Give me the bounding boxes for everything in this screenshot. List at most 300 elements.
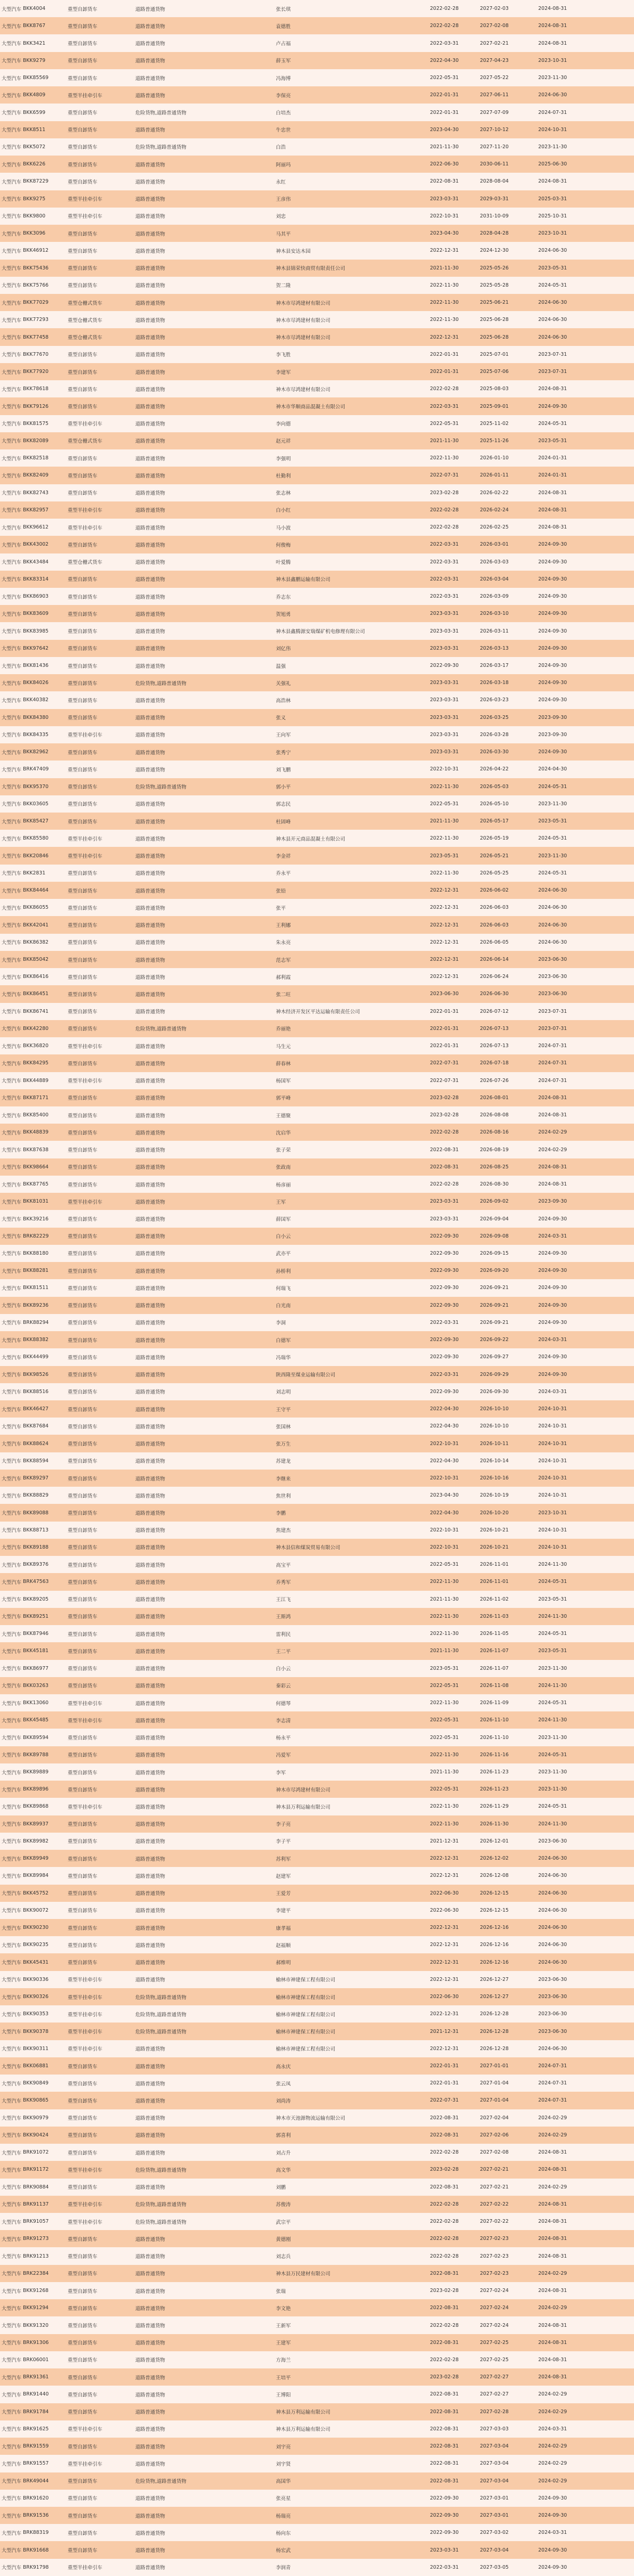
issue-date-cell: 2022-08-31 (430, 2391, 459, 2398)
inspection-date-cell: 2023-06-30 (538, 1838, 567, 1844)
vehicle-kind-cell: 重型半挂牵引车 (68, 525, 103, 531)
plate-number-cell: BKK88713 (23, 1527, 49, 1533)
valid-until-cell: 2026-07-26 (480, 1077, 509, 1084)
vehicle-kind-cell: 重型自卸货车 (68, 1009, 98, 1015)
table-row (0, 571, 634, 588)
vehicle-kind-cell: 重型半挂牵引车 (68, 1078, 103, 1085)
inspection-date-cell: 2024-06-30 (538, 92, 567, 98)
owner-name-cell: 刘宇贤 (276, 2461, 291, 2467)
table-row (0, 363, 634, 380)
plate-number-cell: BKK13060 (23, 1700, 49, 1706)
vehicle-kind-cell: 重型自卸货车 (68, 2133, 98, 2139)
vehicle-kind-cell: 重型自卸货车 (68, 1908, 98, 1914)
owner-name-cell: 郝利霞 (276, 974, 291, 981)
issue-date-cell: 2021-11-30 (430, 437, 459, 444)
plate-number-cell: BRK88319 (23, 2530, 49, 2536)
inspection-date-cell: 2024-11-30 (538, 1717, 567, 1723)
valid-until-cell: 2026-11-10 (480, 1717, 509, 1723)
issue-date-cell: 2023-03-31 (430, 628, 459, 634)
valid-until-cell: 2026-02-22 (480, 490, 509, 496)
table-row (0, 726, 634, 743)
business-scope-cell: 道路普通货物 (135, 352, 166, 358)
inspection-date-cell: 2025-06-30 (538, 161, 567, 168)
owner-name-cell: 李润青 (276, 2565, 291, 2571)
vehicle-type-cell: 大型汽车 (2, 1476, 22, 1482)
vehicle-type-cell: 大型汽车 (2, 1770, 22, 1776)
table-row (0, 1141, 634, 1158)
owner-name-cell: 张长琪 (276, 6, 291, 12)
table-row (0, 865, 634, 882)
inspection-date-cell: 2024-08-31 (538, 2356, 567, 2363)
owner-name-cell: 冯瑞华 (276, 1355, 291, 1361)
vehicle-kind-cell: 重型半挂牵引车 (68, 2219, 103, 2225)
owner-name-cell: 李飞胜 (276, 352, 291, 358)
issue-date-cell: 2022-11-30 (430, 455, 459, 461)
vehicle-type-cell: 大型汽车 (2, 283, 22, 289)
owner-name-cell: 马小波 (276, 525, 291, 531)
owner-name-cell: 陕西隆至煤业运输有限公司 (276, 1372, 336, 1379)
valid-until-cell: 2024-12-30 (480, 248, 509, 254)
owner-name-cell: 乔永平 (276, 871, 291, 877)
issue-date-cell: 2022-05-31 (430, 420, 459, 427)
table-row (0, 156, 634, 173)
issue-date-cell: 2022-11-30 (430, 835, 459, 842)
inspection-date-cell: 2024-07-31 (538, 2063, 567, 2069)
vehicle-type-cell: 大型汽车 (2, 508, 22, 514)
plate-number-cell: BKK88829 (23, 1492, 49, 1499)
issue-date-cell: 2022-08-31 (430, 2461, 459, 2467)
owner-name-cell: 刘忠 (276, 214, 286, 220)
business-scope-cell: 道路普通货物 (135, 1372, 166, 1379)
table-row (0, 1072, 634, 1089)
vehicle-type-cell: 大型汽车 (2, 2064, 22, 2070)
issue-date-cell: 2022-01-31 (430, 351, 459, 357)
plate-number-cell: BRK91784 (23, 2408, 49, 2415)
inspection-date-cell: 2024-10-31 (538, 1440, 567, 1447)
issue-date-cell: 2022-01-31 (430, 369, 459, 375)
valid-until-cell: 2029-03-31 (480, 196, 509, 202)
inspection-date-cell: 2024-01-31 (538, 455, 567, 461)
plate-number-cell: BKK78618 (23, 386, 49, 392)
business-scope-cell: 道路普通货物 (135, 2271, 166, 2277)
owner-name-cell: 李洞 (276, 1320, 286, 1326)
vehicle-type-cell: 大型汽车 (2, 1165, 22, 1171)
vehicle-kind-cell: 重型自卸货车 (68, 1925, 98, 1931)
inspection-date-cell: 2024-06-30 (538, 1907, 567, 1913)
table-row (0, 674, 634, 691)
issue-date-cell: 2022-11-30 (430, 300, 459, 306)
vehicle-type-cell: 大型汽车 (2, 2358, 22, 2364)
owner-name-cell: 张瑞 (276, 2288, 286, 2295)
issue-date-cell: 2022-04-30 (430, 1406, 459, 1412)
owner-name-cell: 王培平 (276, 2375, 291, 2381)
vehicle-type-cell: 大型汽车 (2, 1424, 22, 1430)
table-row (0, 1193, 634, 1210)
plate-number-cell: BRK91137 (23, 2201, 49, 2207)
plate-number-cell: BKK91294 (23, 2305, 49, 2311)
valid-until-cell: 2026-03-01 (480, 542, 509, 548)
vehicle-type-cell: 大型汽车 (2, 6, 22, 12)
vehicle-kind-cell: 重型自卸货车 (68, 1942, 98, 1949)
vehicle-kind-cell: 重型自卸货车 (68, 957, 98, 963)
valid-until-cell: 2027-01-04 (480, 2097, 509, 2104)
business-scope-cell: 道路普通货物 (135, 2410, 166, 2416)
inspection-date-cell: 2024-09-30 (538, 749, 567, 755)
valid-until-cell: 2026-09-15 (480, 1250, 509, 1256)
inspection-date-cell: 2024-02-29 (538, 1147, 567, 1153)
vehicle-type-cell: 大型汽车 (2, 1718, 22, 1724)
valid-until-cell: 2026-03-10 (480, 611, 509, 617)
table-row (0, 1885, 634, 1902)
business-scope-cell: 道路普通货物 (135, 663, 166, 669)
valid-until-cell: 2026-12-27 (480, 1976, 509, 1982)
owner-name-cell: 杜固峰 (276, 819, 291, 825)
vehicle-type-cell: 大型汽车 (2, 2513, 22, 2519)
table-row (0, 346, 634, 363)
plate-number-cell: BKK88516 (23, 1388, 49, 1395)
vehicle-type-cell: 大型汽车 (2, 646, 22, 652)
table-row (0, 2541, 634, 2558)
owner-name-cell: 王向军 (276, 732, 291, 739)
inspection-date-cell: 2023-06-30 (538, 957, 567, 962)
vehicle-kind-cell: 重型自卸货车 (68, 1424, 98, 1430)
vehicle-kind-cell: 重型仓栅式货车 (68, 560, 103, 566)
vehicle-kind-cell: 重型半挂牵引车 (68, 2167, 103, 2173)
valid-until-cell: 2026-03-04 (480, 576, 509, 582)
table-row (0, 2196, 634, 2213)
vehicle-kind-cell: 重型仓栅式货车 (68, 317, 103, 324)
valid-until-cell: 2027-01-04 (480, 2080, 509, 2086)
owner-name-cell: 王新军 (276, 2323, 291, 2329)
plate-number-cell: BKK6226 (23, 161, 46, 168)
business-scope-cell: 道路普通货物 (135, 1753, 166, 1759)
inspection-date-cell: 2024-03-31 (538, 1388, 567, 1395)
plate-number-cell: BKK46427 (23, 1406, 49, 1412)
vehicle-kind-cell: 重型自卸货车 (68, 2530, 98, 2536)
business-scope-cell: 道路普通货物 (135, 629, 166, 635)
valid-until-cell: 2027-03-03 (480, 2426, 509, 2432)
vehicle-type-cell: 大型汽车 (2, 1148, 22, 1154)
vehicle-kind-cell: 重型自卸货车 (68, 2098, 98, 2104)
business-scope-cell: 危险货物,道路普通货物 (135, 145, 187, 151)
vehicle-type-cell: 大型汽车 (2, 2254, 22, 2260)
owner-name-cell: 张志林 (276, 491, 291, 497)
vehicle-type-cell: 大型汽车 (2, 2046, 22, 2053)
business-scope-cell: 道路普通货物 (135, 1407, 166, 1413)
vehicle-type-cell: 大型汽车 (2, 1977, 22, 1983)
business-scope-cell: 道路普通货物 (135, 1683, 166, 1690)
inspection-date-cell: 2024-05-31 (538, 783, 567, 790)
valid-until-cell: 2027-02-25 (480, 2356, 509, 2363)
vehicle-kind-cell: 重型自卸货车 (68, 750, 98, 756)
vehicle-kind-cell: 重型自卸货车 (68, 1648, 98, 1655)
business-scope-cell: 道路普通货物 (135, 369, 166, 376)
vehicle-kind-cell: 重型半挂牵引车 (68, 2012, 103, 2018)
issue-date-cell: 2022-05-31 (430, 1734, 459, 1741)
vehicle-type-cell: 大型汽车 (2, 802, 22, 808)
inspection-date-cell: 2024-08-31 (538, 1181, 567, 1188)
vehicle-kind-cell: 重型自卸货车 (68, 2305, 98, 2312)
owner-name-cell: 袁德胜 (276, 23, 291, 30)
inspection-date-cell: 2023-05-31 (538, 1596, 567, 1602)
owner-name-cell: 王德聚 (276, 1113, 291, 1119)
plate-number-cell: BKK89982 (23, 1838, 49, 1844)
table-row (0, 1210, 634, 1227)
vehicle-kind-cell: 重型自卸货车 (68, 1735, 98, 1742)
inspection-date-cell: 2024-11-30 (538, 1682, 567, 1689)
valid-until-cell: 2026-10-10 (480, 1406, 509, 1412)
vehicle-kind-cell: 重型自卸货车 (68, 991, 98, 998)
vehicle-type-cell: 大型汽车 (2, 421, 22, 428)
vehicle-type-cell: 大型汽车 (2, 2271, 22, 2277)
business-scope-cell: 道路普通货物 (135, 1061, 166, 1067)
issue-date-cell: 2022-11-30 (430, 1579, 459, 1585)
owner-name-cell: 榆林市神建保工程有限公司 (276, 2029, 336, 2036)
business-scope-cell: 道路普通货物 (135, 957, 166, 963)
inspection-date-cell: 2023-05-31 (538, 437, 567, 444)
plate-number-cell: BKK86451 (23, 991, 49, 997)
vehicle-kind-cell: 重型自卸货车 (68, 179, 98, 185)
plate-number-cell: BRK91306 (23, 2339, 49, 2346)
business-scope-cell: 道路普通货物 (135, 248, 166, 254)
valid-until-cell: 2027-02-06 (480, 2132, 509, 2138)
vehicle-kind-cell: 重型自卸货车 (68, 162, 98, 168)
vehicle-kind-cell: 重型自卸货车 (68, 1217, 98, 1223)
owner-name-cell: 孙桥利 (276, 1268, 291, 1274)
plate-number-cell: BKK4004 (23, 6, 46, 12)
owner-name-cell: 张平 (276, 905, 286, 911)
business-scope-cell: 道路普通货物 (135, 1648, 166, 1655)
issue-date-cell: 2022-02-28 (430, 1129, 459, 1136)
plate-number-cell: BKK89788 (23, 1751, 49, 1758)
business-scope-cell: 道路普通货物 (135, 1459, 166, 1465)
issue-date-cell: 2022-12-31 (430, 334, 459, 340)
table-row (0, 691, 634, 709)
vehicle-type-cell: 大型汽车 (2, 784, 22, 791)
owner-name-cell: 张义 (276, 715, 286, 722)
vehicle-type-cell: 大型汽车 (2, 2444, 22, 2450)
valid-until-cell: 2027-02-25 (480, 2339, 509, 2346)
owner-name-cell: 榆林市神建保工程有限公司 (276, 1994, 336, 2001)
table-row (0, 2057, 634, 2075)
vehicle-kind-cell: 重型自卸货车 (68, 1303, 98, 1309)
business-scope-cell: 道路普通货物 (135, 2305, 166, 2312)
inspection-date-cell: 2024-05-31 (538, 835, 567, 842)
issue-date-cell: 2022-12-31 (430, 248, 459, 254)
issue-date-cell: 2022-01-31 (430, 109, 459, 115)
issue-date-cell: 2022-12-31 (430, 1873, 459, 1879)
plate-number-cell: BKK90230 (23, 1925, 49, 1931)
owner-name-cell: 李鹏 (276, 1511, 286, 1516)
owner-name-cell: 白培杰 (276, 110, 291, 117)
owner-name-cell: 榆林市神建保工程有限公司 (276, 1977, 336, 1983)
issue-date-cell: 2021-11-30 (430, 818, 459, 825)
plate-number-cell: BKK90326 (23, 1994, 49, 2000)
vehicle-type-cell: 大型汽车 (2, 888, 22, 894)
vehicle-type-cell: 大型汽车 (2, 214, 22, 220)
vehicle-kind-cell: 重型自卸货车 (68, 1960, 98, 1966)
valid-until-cell: 2026-08-08 (480, 1112, 509, 1118)
vehicle-kind-cell: 重型自卸货车 (68, 41, 98, 47)
table-row (0, 2472, 634, 2490)
inspection-date-cell: 2025-10-31 (538, 213, 567, 219)
inspection-date-cell: 2024-10-31 (538, 1423, 567, 1429)
owner-name-cell: 何俊梅 (276, 542, 291, 548)
issue-date-cell: 2022-12-31 (430, 905, 459, 911)
table-row (0, 294, 634, 311)
vehicle-type-cell: 大型汽车 (2, 1666, 22, 1672)
table-row (0, 2507, 634, 2524)
owner-name-cell: 神木县锦荣快商贸有限责任公司 (276, 266, 346, 272)
issue-date-cell: 2022-03-31 (430, 40, 459, 46)
vehicle-kind-cell: 重型自卸货车 (68, 1856, 98, 1862)
valid-until-cell: 2025-06-28 (480, 334, 509, 340)
vehicle-kind-cell: 重型自卸货车 (68, 1787, 98, 1793)
vehicle-type-cell: 大型汽车 (2, 1545, 22, 1551)
inspection-date-cell: 2024-09-30 (538, 1216, 567, 1222)
plate-number-cell: BKK88382 (23, 1337, 49, 1343)
plate-number-cell: BKK77670 (23, 351, 49, 357)
vehicle-type-cell: 大型汽车 (2, 1753, 22, 1759)
plate-number-cell: BRK91798 (23, 2564, 49, 2570)
plate-number-cell: BKK45752 (23, 1890, 49, 1896)
valid-until-cell: 2026-01-10 (480, 455, 509, 461)
issue-date-cell: 2022-01-31 (430, 1025, 459, 1032)
plate-number-cell: BKK89251 (23, 1613, 49, 1619)
plate-number-cell: BKK84026 (23, 680, 49, 686)
issue-date-cell: 2022-12-31 (430, 1959, 459, 1965)
inspection-date-cell: 2024-02-29 (538, 2132, 567, 2138)
business-scope-cell: 危险货物,道路普通货物 (135, 2202, 187, 2208)
issue-date-cell: 2022-11-30 (430, 1631, 459, 1637)
owner-name-cell: 康孝福 (276, 1925, 291, 1931)
table-row (0, 934, 634, 951)
business-scope-cell: 道路普通货物 (135, 1839, 166, 1845)
owner-name-cell: 李建军 (276, 369, 291, 376)
vehicle-kind-cell: 重型自卸货车 (68, 819, 98, 825)
valid-until-cell: 2025-06-28 (480, 317, 509, 323)
table-row (0, 432, 634, 449)
valid-until-cell: 2027-02-21 (480, 40, 509, 46)
valid-until-cell: 2026-06-24 (480, 974, 509, 980)
owner-name-cell: 杨永平 (276, 1735, 291, 1742)
plate-number-cell: BKK83985 (23, 628, 49, 634)
inspection-date-cell: 2024-06-30 (538, 939, 567, 945)
owner-name-cell: 神木市尽鸿建材有限公司 (276, 317, 331, 324)
plate-number-cell: BKK86416 (23, 974, 49, 980)
vehicle-kind-cell: 重型自卸货车 (68, 594, 98, 600)
inspection-date-cell: 2024-08-31 (538, 2149, 567, 2156)
vehicle-type-cell: 大型汽车 (2, 698, 22, 704)
inspection-date-cell: 2024-10-31 (538, 126, 567, 133)
inspection-date-cell: 2024-07-31 (538, 1060, 567, 1066)
inspection-date-cell: 2024-08-31 (538, 2288, 567, 2294)
table-row (0, 1228, 634, 1245)
vehicle-type-cell: 大型汽车 (2, 715, 22, 722)
vehicle-type-cell: 大型汽车 (2, 2098, 22, 2104)
table-row (0, 2490, 634, 2507)
issue-date-cell: 2022-08-31 (430, 2443, 459, 2450)
valid-until-cell: 2026-12-28 (480, 2028, 509, 2034)
vehicle-type-cell: 大型汽车 (2, 836, 22, 842)
vehicle-type-cell: 大型汽车 (2, 2323, 22, 2329)
vehicle-type-cell: 大型汽车 (2, 1735, 22, 1742)
vehicle-type-cell: 大型汽车 (2, 2305, 22, 2312)
table-row (0, 1815, 634, 1833)
owner-name-cell: 神木县万民建材有限公司 (276, 2271, 331, 2277)
valid-until-cell: 2027-02-24 (480, 2288, 509, 2294)
issue-date-cell: 2022-12-31 (430, 957, 459, 962)
plate-number-cell: BKK9279 (23, 57, 46, 63)
valid-until-cell: 2026-11-16 (480, 1751, 509, 1758)
business-scope-cell: 道路普通货物 (135, 1148, 166, 1154)
issue-date-cell: 2022-03-31 (430, 542, 459, 548)
business-scope-cell: 道路普通货物 (135, 1579, 166, 1586)
inspection-date-cell: 2024-05-31 (538, 870, 567, 876)
vehicle-kind-cell: 重型自卸货车 (68, 888, 98, 894)
vehicle-kind-cell: 重型自卸货车 (68, 2081, 98, 2087)
owner-name-cell: 神木县开元商品混凝土有限公司 (276, 836, 346, 842)
issue-date-cell: 2022-12-31 (430, 1925, 459, 1931)
owner-name-cell: 武宗平 (276, 2219, 291, 2225)
issue-date-cell: 2022-02-28 (430, 2219, 459, 2225)
valid-until-cell: 2026-02-24 (480, 507, 509, 513)
vehicle-kind-cell: 重型自卸货车 (68, 2392, 98, 2398)
vehicle-kind-cell: 重型自卸货车 (68, 2496, 98, 2502)
vehicle-type-cell: 大型汽车 (2, 231, 22, 237)
valid-until-cell: 2027-02-22 (480, 2201, 509, 2207)
plate-number-cell: BKK39216 (23, 1216, 49, 1222)
inspection-date-cell: 2024-02-29 (538, 2115, 567, 2121)
business-scope-cell: 道路普通货物 (135, 2288, 166, 2295)
issue-date-cell: 2021-11-30 (430, 144, 459, 150)
vehicle-type-cell: 大型汽车 (2, 1303, 22, 1309)
inspection-date-cell: 2024-08-31 (538, 386, 567, 392)
valid-until-cell: 2027-02-03 (480, 6, 509, 12)
business-scope-cell: 道路普通货物 (135, 2375, 166, 2381)
vehicle-type-cell: 大型汽车 (2, 663, 22, 669)
vehicle-kind-cell: 重型半挂牵引车 (68, 854, 103, 860)
valid-until-cell: 2027-02-21 (480, 2184, 509, 2190)
inspection-date-cell: 2024-07-31 (538, 1077, 567, 1084)
owner-name-cell: 王建军 (276, 2340, 291, 2347)
owner-name-cell: 神木市尽鸿建材有限公司 (276, 300, 331, 306)
business-scope-cell: 道路普通货物 (135, 93, 166, 99)
inspection-date-cell: 2024-03-31 (538, 1233, 567, 1239)
issue-date-cell: 2022-04-30 (430, 57, 459, 63)
owner-name-cell: 王爱芳 (276, 1891, 291, 1897)
table-row (0, 1591, 634, 1608)
issue-date-cell: 2021-11-30 (430, 1769, 459, 1775)
business-scope-cell: 道路普通货物 (135, 1337, 166, 1344)
owner-name-cell: 贺旭勇 (276, 611, 291, 617)
business-scope-cell: 道路普通货物 (135, 923, 166, 929)
plate-number-cell: BKK87765 (23, 1181, 49, 1188)
plate-number-cell: BKK87229 (23, 178, 49, 185)
vehicle-kind-cell: 重型自卸货车 (68, 266, 98, 272)
table-row (0, 2368, 634, 2386)
issue-date-cell: 2022-03-31 (430, 559, 459, 565)
valid-until-cell: 2026-05-21 (480, 853, 509, 859)
business-scope-cell: 道路普通货物 (135, 542, 166, 548)
owner-name-cell: 苏建龙 (276, 1459, 291, 1465)
inspection-date-cell: 2023-05-31 (538, 265, 567, 271)
valid-until-cell: 2027-02-27 (480, 2374, 509, 2380)
vehicle-type-cell: 大型汽车 (2, 525, 22, 531)
vehicle-type-cell: 大型汽车 (2, 957, 22, 963)
table-row (0, 449, 634, 467)
business-scope-cell: 危险货物,道路普通货物 (135, 2012, 187, 2018)
